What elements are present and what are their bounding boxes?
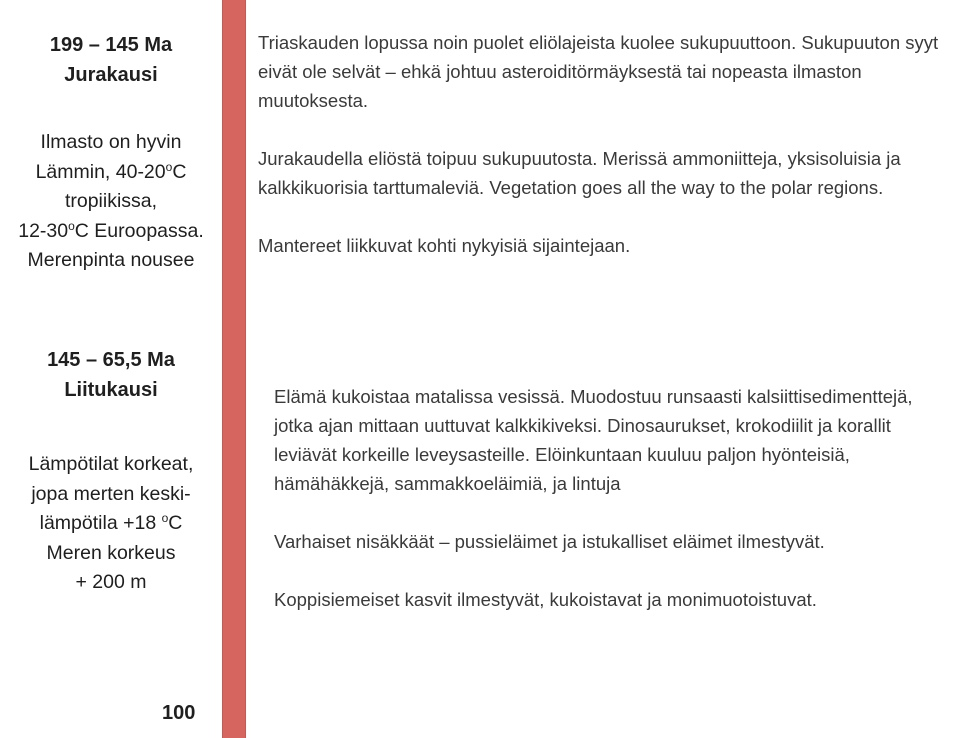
cretaceous-period-heading [0,345,222,405]
paragraph: Triaskauden lopussa noin puolet eliölajeista kuolee sukupuuttoon. Sukupuuton syyt eivät ole selvät – ehkä johtuu asteroiditörmäyksestä tai nopeasta ilmaston muutoksesta. [258,32,939,111]
jurassic-climate-line: tropiikissa, [64,190,158,212]
jurassic-climate-line: Ilmasto on hyvin [40,131,182,153]
jurassic-climate-text: 12-30 [18,219,69,242]
cretaceous-range: 145 – 65,5 Ma [47,349,175,371]
paragraph: Koppisiemeiset kasvit ilmestyvät, kukoistavat ja monimuotoistuvat. [274,589,817,610]
jurassic-climate-text: Lämmin, 40-20 [35,160,166,183]
cretaceous-climate-line: Meren korkeus [46,541,176,564]
jurassic-range: 199 – 145 Ma [49,34,173,56]
degree-sup: o [161,511,169,525]
paragraph: Jurakaudella eliöstä toipuu sukupuutosta. Merissä ammoniitteja, yksisoluisia ja kalkkikuorisia tarttumaleviä. Vegetation goes all the way to the polar regions. [258,148,901,198]
jurassic-name: Jurakausi [64,64,158,86]
cretaceous-climate [0,450,222,598]
jurassic-climate-line: Merenpinta nousee [27,249,195,271]
cretaceous-climate-text: C [168,512,183,534]
jurassic-climate-text: C [172,160,187,183]
cretaceous-description [274,382,934,614]
cretaceous-climate-line: + 200 m [75,571,147,593]
jurassic-period-heading [0,30,222,90]
jurassic-climate-text: C Euroopassa. [74,219,204,242]
jurassic-climate-line [0,217,222,247]
cretaceous-climate-text: lämpötila +18 [39,512,162,534]
jurassic-description [258,28,958,260]
cretaceous-climate-line: jopa merten keski- [31,482,191,505]
paragraph: Varhaiset nisäkkäät – pussieläimet ja istukalliset eläimet ilmestyvät. [274,531,825,552]
jurassic-climate [0,128,222,276]
cretaceous-climate-line [0,509,222,539]
degree-sup: o [165,159,173,174]
cretaceous-name: Liitukausi [64,379,158,401]
page-number: 100 [162,702,196,724]
paragraph: Mantereet liikkuvat kohti nykyisiä sijaintejaan. [258,235,631,256]
paragraph: Elämä kukoistaa matalissa vesissä. Muodostuu runsaasti kalsiittisedimenttejä, jotka ajan mittaan uuttuvat kalkkikiveksi. Dinosaurukset, krokodiilit ja korallit leviävät korkeille leveysasteille. Elöinkuntaan kuuluu paljon hyönteisiä, hämähäkkejä, sammakkoeläimiä, ja lintuja [274,386,913,494]
timeline-bar [222,0,246,738]
degree-sup: o [68,218,75,233]
cretaceous-climate-line: Lämpötilat korkeat, [28,453,194,475]
jurassic-climate-line [0,158,222,188]
